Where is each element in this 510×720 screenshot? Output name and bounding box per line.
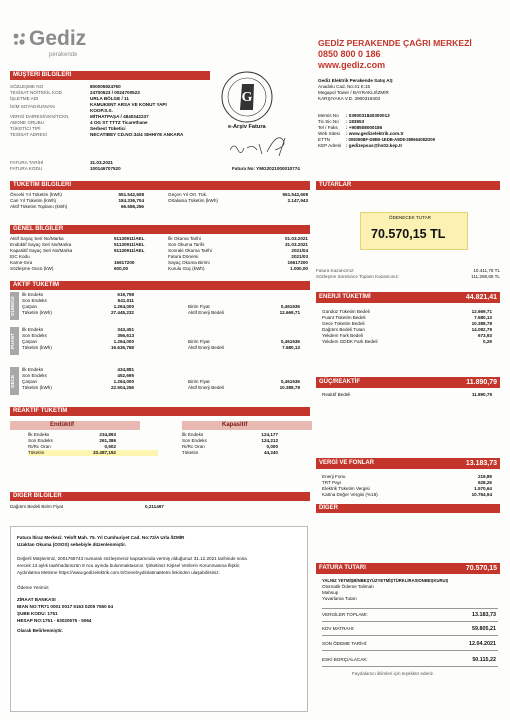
final-row — [322, 657, 498, 663]
active-label: Son Endeks — [22, 373, 47, 378]
active-label: Çarpan — [22, 304, 38, 309]
invoice-code-label: FATURA KODU — [10, 166, 43, 171]
general-value: 2021/04 — [291, 248, 308, 253]
call-center-phone: 0850 800 0 186 — [318, 49, 381, 59]
reactive-value: 44,240 — [263, 450, 278, 455]
tax-label: Enerji Fonu — [322, 474, 346, 479]
general-label: Aktif Sayaç Seri No/Marka — [10, 236, 64, 241]
divider — [322, 666, 498, 667]
active-tab-night: GECE — [10, 367, 19, 395]
customer-section-header: MÜŞTERİ BİLGİLERİ — [10, 71, 210, 80]
active-value: 619,798 — [117, 292, 134, 297]
customer-row — [10, 132, 230, 138]
company-row-value: : 183553 — [346, 119, 365, 124]
general-value: 01.03.2021 — [285, 236, 308, 241]
customer-value: NECATIBEY CD.NO:34/4 SIHHIYE ANKARA — [90, 132, 184, 137]
active-label: Çarpan — [22, 379, 38, 384]
general-label: Karne-Sıra — [10, 260, 33, 265]
energy-rows — [322, 309, 498, 345]
tax-value: 219,89 — [477, 474, 492, 479]
reactive-label: Son Endeks — [182, 438, 207, 443]
active-label: Tüketim (kWh) — [22, 345, 52, 350]
active-value: 27.445,232 — [111, 310, 134, 315]
logo-mark-icon — [12, 32, 28, 48]
company-row-value: : 005050BF-D8B0-1EDB-A5D8-389664082D09 — [346, 137, 435, 142]
savings-label: Fatura Kazancınız: — [316, 268, 355, 273]
consumption-value: 551.542,608 — [118, 192, 144, 197]
reactive-label: Ri/Rc Oran — [28, 444, 51, 449]
final-value: 50.115,22 — [472, 657, 496, 663]
inductive-header: Endüktif — [10, 421, 140, 430]
unit-price-label: Birim Fiyat — [188, 339, 210, 344]
customer-value: Serbest Tüketici — [90, 126, 126, 131]
notes-box — [10, 526, 308, 712]
gediz-logo — [12, 26, 87, 66]
general-label: EIC Kodu — [10, 254, 30, 259]
divider — [322, 650, 498, 651]
energy-label: Gece Tüketim Bedeli — [322, 321, 365, 326]
reactive-label: İlk Endeks — [28, 432, 50, 437]
final-total-title: FATURA TUTARI — [319, 565, 366, 571]
tax-section-title: VERGİ VE FONLAR — [319, 460, 375, 466]
general-label: Kapasitif Sayaç Seri No/Marka — [10, 248, 73, 253]
customer-value: 800005924760 — [90, 84, 121, 89]
customer-label: TESİSAT ADRESİ — [10, 132, 47, 137]
customer-value: URLA BÖLGE / 11 — [90, 96, 129, 101]
active-value: 452,695 — [117, 373, 134, 378]
company-row-label: Tic.Sic.No — [318, 119, 339, 124]
remote-reading-note: Uzaktan Okuma (OSOS) sebebiyle düzenlenmiştir. — [17, 542, 127, 547]
consumption-row — [10, 204, 160, 210]
consumption-section-header: TÜKETİM BİLGİLERİ — [10, 181, 310, 190]
company-address-1: Anadolu Cad. No:41 K:15 — [318, 84, 371, 89]
reactive-value: 124,177 — [261, 432, 278, 437]
active-block-night — [22, 367, 312, 391]
energy-cost-value: 12.669,71 — [279, 310, 300, 315]
tax-row — [322, 492, 498, 498]
active-value: 434,881 — [117, 367, 134, 372]
payment-title: Ödeme Yerimiz; — [17, 585, 50, 590]
active-value: 356,613 — [117, 333, 134, 338]
customer-value: MİTHATPAŞA / 4840342237 — [90, 114, 149, 119]
reactive-value: 234,893 — [99, 432, 116, 437]
company-row-label: Web Sitesi — [318, 131, 340, 136]
objection-center: Fatura İtiraz Merkezi: Yeloft Mah. 75. Yıl Cumhuriyet Cad. No:72/A Urla /İZMİR — [17, 535, 185, 540]
energy-value: 0,29 — [483, 339, 492, 344]
tax-label: Elektrik Tüketim Vergisi — [322, 486, 370, 491]
energy-value: 673,93 — [477, 333, 492, 338]
energy-label: Puant Tüketim Bedeli — [322, 315, 366, 320]
reactive-label: İlk Endeks — [182, 432, 204, 437]
active-label: Tüketim (kWh) — [22, 385, 52, 390]
energy-cost-label: Aktif Enerji Bedeli — [188, 310, 225, 315]
active-row — [22, 385, 312, 391]
reactive-pay-header — [316, 377, 500, 388]
consumption-label: Geçen Yıl Ort. Tük. — [168, 192, 208, 197]
active-label: Tüketim (kWh) — [22, 310, 52, 315]
savings-info — [316, 268, 500, 280]
e-archive-label: e-Arşiv Fatura — [228, 124, 266, 130]
tax-section-header — [316, 458, 500, 469]
reactive-pay-value: 11.890,79 — [471, 392, 492, 397]
active-label: İlk Endeks — [22, 292, 44, 297]
general-value: 2021/03 — [291, 254, 308, 259]
svg-text:G: G — [241, 90, 253, 105]
offset: Mahsup — [322, 590, 339, 595]
invoice-code-row — [10, 166, 121, 172]
company-tax: KARŞIYAKA V.D. 3900318403 — [318, 96, 381, 101]
savings-label: Sözleşme Süresince Toplam Kazancınız: — [316, 274, 400, 279]
final-row — [322, 612, 498, 618]
reactive-value: 0,502 — [104, 444, 116, 449]
reactive-right — [182, 432, 312, 456]
energy-cost-value: 10.388,78 — [279, 385, 300, 390]
company-row-label: KEP Adresi — [318, 143, 342, 148]
active-block-day — [22, 292, 312, 316]
energy-row — [322, 339, 498, 345]
active-label: Çarpan — [22, 339, 38, 344]
unit-price-value: 0,461636 — [280, 339, 300, 344]
contract-note-2: erecek 13 aylık taahhüdünüzün 9 ncu ayında bulunmaktasınız. Şirketimiz Kişisel Verilerin Korunmasına İlişkin — [17, 563, 240, 568]
auto-payment: Otomatik Ödeme Talimatı — [322, 584, 374, 589]
general-value: 51130911/AEL — [114, 248, 145, 253]
logo-name: Gediz — [29, 27, 87, 50]
savings-value: 10.411,76 TL — [473, 268, 500, 273]
consumption-value: 184.336,704 — [118, 198, 144, 203]
active-value: 22.504,256 — [111, 385, 134, 390]
unit-price-value: 0,461636 — [280, 379, 300, 384]
reactive-value: 261,386 — [99, 438, 116, 443]
company-name: Gediz Elektrik Perakende Satış AŞ — [318, 78, 393, 83]
invoice-code-value: 100146707520 — [90, 166, 121, 171]
general-label: Sözleşme Gücü (kW) — [10, 266, 54, 271]
unit-price-label: Birim Fiyat — [188, 304, 210, 309]
unit-price-label: Birim Fiyat — [188, 379, 210, 384]
general-value: 51130911/AEL — [114, 236, 145, 241]
general-label: İlk Okuma Tarihi — [168, 236, 201, 241]
active-value: 641,011 — [117, 298, 134, 303]
reactive-row — [28, 450, 158, 456]
consumption-label: Aktif Tüketim Toplamı (kWh) — [10, 204, 68, 209]
energy-value: 10.388,78 — [471, 321, 492, 326]
call-center-title: GEDİZ PERAKENDE ÇAĞRI MERKEZİ — [318, 38, 472, 48]
general-label: Sayaç Okuma Birimi — [168, 260, 210, 265]
amount-due-box — [360, 212, 468, 250]
customer-info — [10, 84, 230, 138]
customer-label: İŞLETME ADI — [10, 96, 39, 101]
active-block-peak — [22, 327, 312, 351]
divider — [322, 621, 498, 622]
final-total-value: 70.570,15 — [465, 565, 497, 572]
invoice-date-label: FATURA TARİHİ — [10, 160, 44, 165]
general-row — [10, 266, 160, 272]
reactive-label: Ri/Rc Oran — [182, 444, 205, 449]
company-address-2: Megapol Tower / BAYRAKLI/İZMİR — [318, 90, 389, 95]
savings-row — [316, 274, 500, 280]
bank-iban: IBAN NO:TR71 0001 0017 5163 0205 7550 64 — [17, 604, 114, 609]
energy-label: Yekdem GDDK Fark Bedeli — [322, 339, 378, 344]
other-label: Dağıtım Bedeli Birim Fiyat — [10, 504, 64, 509]
general-row — [168, 266, 310, 272]
rounding: Yuvarlama Tutarı — [322, 596, 357, 601]
general-value: 16617200 — [287, 260, 308, 265]
tax-value: 628,26 — [477, 480, 492, 485]
active-value: 343,451 — [117, 327, 134, 332]
energy-cost-label: Aktif Enerji Bedeli — [188, 385, 225, 390]
active-label: İlk Endeks — [22, 367, 44, 372]
active-tab-day: GÜNDÜZ — [10, 292, 19, 320]
customer-label: İSİM SOYADI/UNVAN — [10, 104, 55, 109]
other-row — [10, 504, 164, 510]
company-row — [318, 143, 508, 149]
reactive-value: 124,212 — [261, 438, 278, 443]
logo-subtitle: perakende — [49, 52, 78, 58]
reactive-value: 33.487,152 — [93, 450, 116, 455]
amount-due-label: ÖDENECEK TUTAR — [389, 215, 431, 220]
general-label: Endüktif Sayaç Seri No/Marka — [10, 242, 72, 247]
company-details — [318, 113, 508, 149]
customer-label: TÜKETİCİ TİPİ — [10, 126, 41, 131]
tax-section-total: 13.183,73 — [465, 460, 497, 467]
energy-label: Dağıtım Bedeli Tutarı — [322, 327, 366, 332]
active-label: Son Endeks — [22, 298, 47, 303]
other-value: 0,211497 — [145, 504, 164, 509]
reactive-section-header: REAKTİF TÜKETİM — [10, 407, 310, 416]
savings-value: 111.288,65 TL — [471, 274, 500, 279]
tax-value: 1.570,64 — [474, 486, 492, 491]
bank-account: HESAP NO:1751 - 63020575 - 5064 — [17, 618, 92, 623]
consumption-value: 551.542,608 — [282, 192, 308, 197]
company-row-value[interactable]: : www.gedizelektrik.com.tr — [346, 131, 404, 136]
reactive-label: Tüketim — [182, 450, 199, 455]
thanks-footer: Faydalanıcı iklimleri için teşekkür ederiz. — [352, 671, 435, 676]
active-value: 1.264,000 — [113, 379, 134, 384]
final-total-header — [316, 563, 500, 574]
final-label: SON ÖDEME TARİHİ: — [322, 641, 368, 646]
tax-value: 10.764,94 — [471, 492, 492, 497]
customer-label: VERGİ DAİRESİ/VKN/TCKN — [10, 114, 69, 119]
capacitive-header: Kapasitif — [182, 421, 312, 430]
customer-row — [10, 102, 230, 114]
general-left — [10, 236, 160, 272]
customer-label: ABONE GRUBU — [10, 120, 44, 125]
consumption-right — [168, 192, 310, 204]
amount-due-value: 70.570,15 TL — [371, 227, 446, 241]
general-right — [168, 236, 310, 272]
consumption-label: Önceki Yıl Tüketim (kWh) — [10, 192, 62, 197]
tax-rows — [322, 474, 498, 498]
consumption-label: Cari Yıl Tüketim (kWh) — [10, 198, 57, 203]
signature-scribble-icon — [225, 130, 305, 160]
bank-branch: ŞUBE KODU: 1751 — [17, 611, 58, 616]
customer-value: 24700523 / 0024700523 — [90, 90, 140, 95]
final-row — [322, 641, 498, 647]
customer-value: 4 OG ST TTTZ Ticarethane — [90, 120, 148, 125]
bank-name: ZİRAAT BANKASI — [17, 597, 56, 602]
energy-label: Yekdem Fark Bedeli — [322, 333, 363, 338]
general-value: 1.000,00 — [290, 266, 308, 271]
active-section-header: AKTİF TÜKETİM — [10, 281, 310, 290]
amount-in-words: YALNIZ YETMİŞBİNBEŞYÜZYETMİŞTÜRKLİRASIONBEŞKURUŞ — [322, 578, 449, 583]
active-value: 1.264,000 — [113, 339, 134, 344]
reactive-value: 0,000 — [266, 444, 278, 449]
general-label: Kurulu Güç (kWh) — [168, 266, 205, 271]
energy-section-header — [316, 292, 500, 303]
active-tab-peak: PUANT — [10, 327, 19, 355]
customer-value: KAMUKENT ARSA VE KONUT YAPI KOOP.S.S. — [90, 102, 167, 113]
company-row-value: : +908508000186 — [346, 125, 383, 130]
active-value: 1.264,000 — [113, 304, 134, 309]
final-value: 59.805,21 — [472, 626, 496, 632]
totals-section-header: TUTARLAR — [316, 181, 500, 190]
consumption-value: 2.147,943 — [287, 198, 308, 203]
customer-label: SÖZLEŞME NO — [10, 84, 44, 89]
consumption-row — [168, 198, 310, 204]
call-center-web[interactable]: www.gediz.com — [318, 60, 386, 70]
energy-cost-value: 7.680,13 — [282, 345, 300, 350]
consumption-label: Ortalama Tüketim (kWh) — [168, 198, 218, 203]
energy-value: 14.082,79 — [471, 327, 492, 332]
general-value: 600,00 — [114, 266, 129, 271]
final-value: 13.183,73 — [472, 612, 496, 618]
contract-note-3[interactable]: Aydınlatma Metnine https://www.gedizelektrik.com.tr/GenelAydinlatmaMetni linkinden ulaşabilirsiniz. — [17, 570, 220, 575]
active-row — [22, 310, 312, 316]
consumption-value: 66.586,256 — [121, 204, 144, 209]
reactive-pay-label: Reaktif Bedeli — [322, 392, 351, 397]
general-label: Fatura Dönemi — [168, 254, 199, 259]
reactive-label: Son Endeks — [28, 438, 53, 443]
reactive-row — [182, 450, 312, 456]
final-row — [322, 626, 498, 632]
energy-section-title: ENERJİ TÜKETİMİ — [319, 294, 371, 300]
active-label: İlk Endeks — [22, 327, 44, 332]
active-label: Son Endeks — [22, 333, 47, 338]
unit-price-value: 0,461636 — [280, 304, 300, 309]
energy-value: 7.680,13 — [474, 315, 492, 320]
divider — [322, 635, 498, 636]
general-label: Sonraki Okuma Tarihi — [168, 248, 212, 253]
energy-label: Gündüz Tüketim Bedeli — [322, 309, 370, 314]
other-right-header: DİĞER — [316, 504, 500, 513]
final-label: KDV MATRAHI: — [322, 626, 355, 631]
general-section-header: GENEL BİLGİLER — [10, 225, 310, 234]
general-label: Son Okuma Tarihi — [168, 242, 205, 247]
customer-label: TESİSAT NO/TEKİL KOD — [10, 90, 62, 95]
tax-label: Katma Değer Vergisi (%18) — [322, 492, 378, 497]
tax-label: TRT Payı — [322, 480, 342, 485]
active-value: 16.636,768 — [111, 345, 134, 350]
invoice-date-value: 31.03.2021 — [90, 160, 113, 165]
bank-end: Olarak Belirlenmiştir. — [17, 628, 63, 633]
reactive-label: Tüketim — [28, 450, 45, 455]
reactive-pay-title: GÜÇ/REAKTİF — [319, 379, 360, 385]
divider — [322, 608, 498, 609]
company-row-value: : 0390031840300013 — [346, 113, 390, 118]
reactive-pay-row — [322, 392, 498, 398]
other-section-header: DİĞER BİLGİLER — [10, 492, 310, 501]
contract-note-1: Değerli Müşterimiz, 2001768743 numaralı sözleşmeniz kapsamında vermiş olduğunuz 31.12.2021 tarihinde sona — [17, 556, 247, 561]
company-row-value: : gedizepsas@hs02.kep.tr — [346, 143, 403, 148]
e-archive-seal — [220, 70, 274, 124]
reactive-left — [28, 432, 158, 456]
final-value: 12.04.2021 — [469, 641, 496, 647]
fatura-number: Fatura No: YMG2021000010774 — [232, 166, 300, 171]
energy-cost-label: Aktif Enerji Bedeli — [188, 345, 225, 350]
company-row-label: ETTN — [318, 137, 330, 142]
company-row-label: Mersis No — [318, 113, 339, 118]
consumption-left — [10, 192, 160, 210]
reactive-pay-total: 11.890,79 — [466, 379, 497, 386]
company-row-label: Tel / Faks — [318, 125, 338, 130]
general-value: 31.03.2021 — [285, 242, 308, 247]
general-value: 16617200 — [114, 260, 135, 265]
final-details — [322, 578, 498, 602]
final-label: VERGİLER TOPLAMI: — [322, 612, 368, 617]
company-info — [318, 78, 498, 102]
energy-section-total: 44.821,41 — [465, 294, 497, 301]
general-value: 51130911/AEL — [114, 242, 145, 247]
energy-value: 12.669,71 — [471, 309, 492, 314]
final-label: ESKİ BORÇ/ALACAK: — [322, 657, 368, 662]
active-row — [22, 345, 312, 351]
